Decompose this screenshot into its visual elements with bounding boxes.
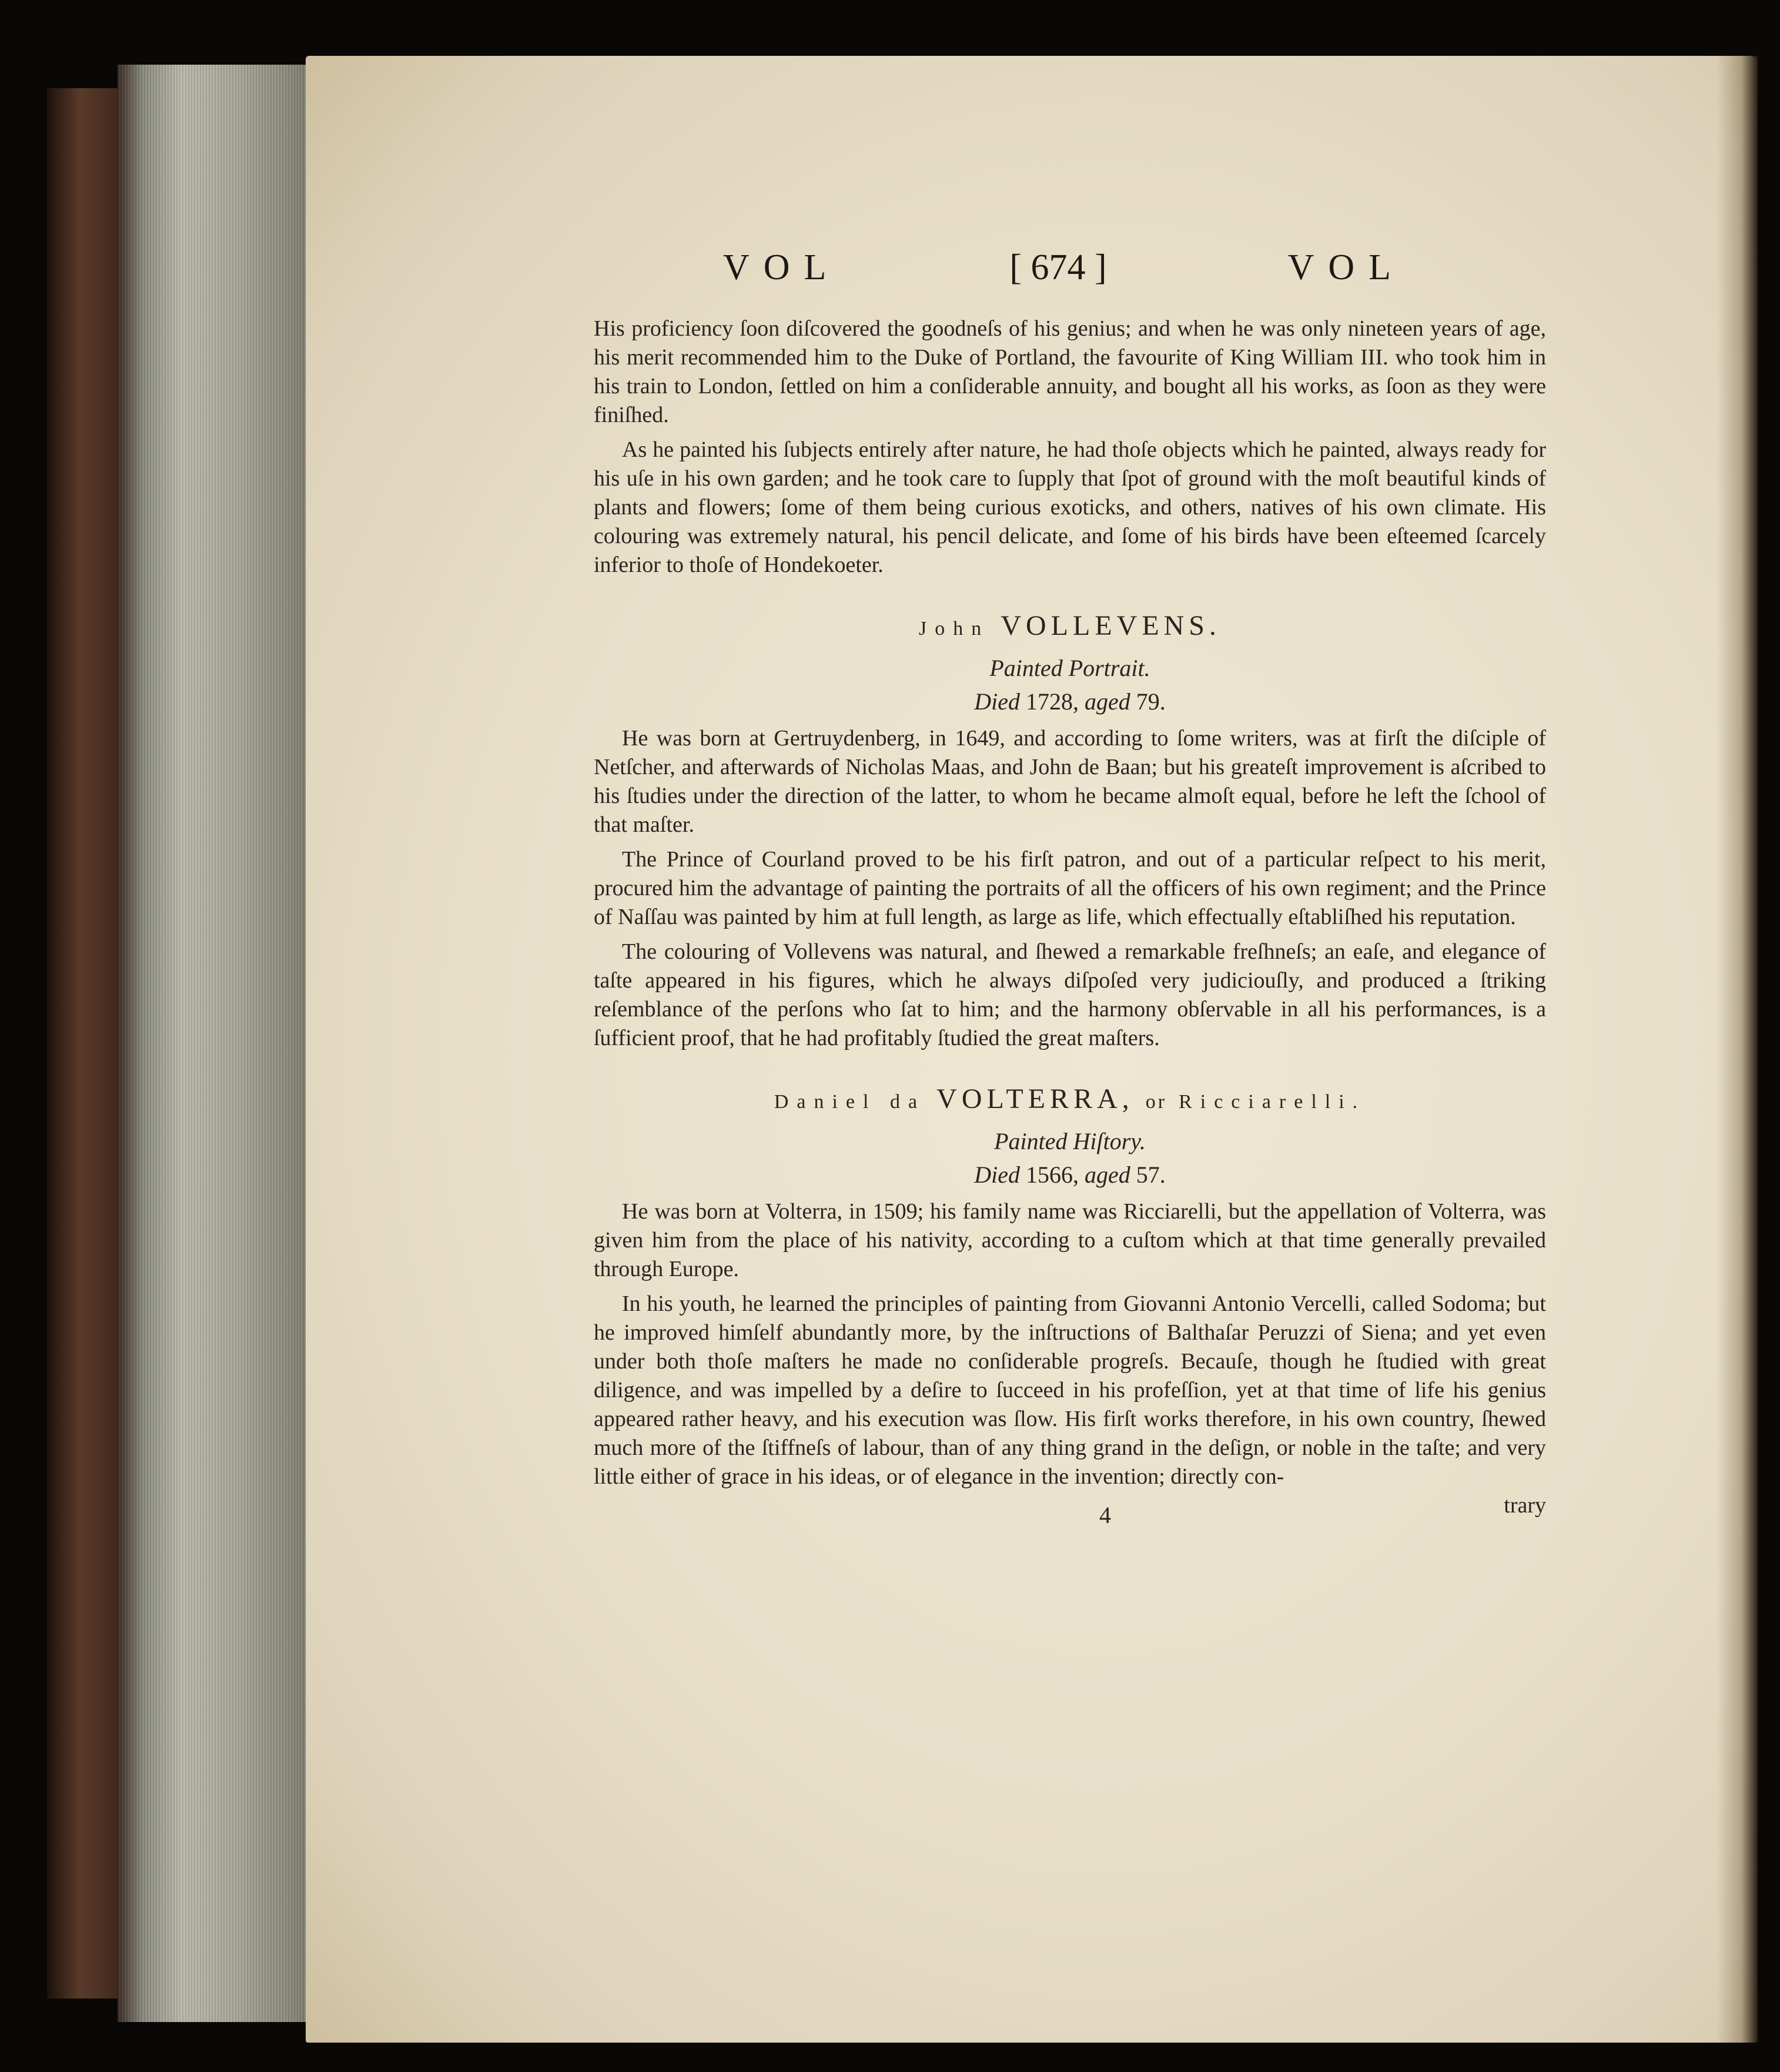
- title-name: VOLTERRA,: [936, 1083, 1134, 1114]
- entry-title: [594, 611, 1546, 643]
- died-year: 1728,: [1026, 688, 1079, 715]
- page-block-edge: [118, 65, 329, 2022]
- aged-label: aged: [1085, 688, 1130, 715]
- died-label: Died: [974, 688, 1020, 715]
- entry-died: [594, 1160, 1546, 1189]
- catchword: trary: [1504, 1493, 1546, 1518]
- entry-subtitle: Painted Hiſtory.: [994, 1128, 1146, 1154]
- entry-volterra: [594, 1084, 1546, 1491]
- paragraph: As he painted his ſubjects entirely after nature, he had thoſe objects which he painted, always ready for his uſe in his own garden; and he took care to ſupply that ſpot of ground with the moſt beautiful kinds of plants and flowers; ſome of them being curious exoticks, and others, natives of his own climate. His colouring was extremely natural, his pencil delicate, and ſome of his birds have been eſteemed ſcarcely inferior to thoſe of Hondekoeter.: [594, 437, 1546, 577]
- book-cover-edge: [47, 88, 129, 1999]
- paragraph: He was born at Volterra, in 1509; his family name was Ricciarelli, but the appellation of Volterra, was given him from the place of his nativity, according to a cuſtom which at that time generally prevailed through Europe.: [594, 1199, 1546, 1281]
- page-edge-lines: [118, 65, 329, 2022]
- entry-title: [594, 1084, 1546, 1116]
- title-name: VOLLEVENS.: [1001, 610, 1221, 641]
- signature-mark: 4: [1099, 1502, 1111, 1528]
- running-header: [723, 247, 1405, 294]
- page-number: [ 674 ]: [1009, 247, 1107, 287]
- aged-label: aged: [1085, 1161, 1130, 1188]
- title-alt: Ricciarelli.: [1179, 1091, 1366, 1113]
- page-curl: [1717, 56, 1758, 2043]
- header-right: VOL: [1287, 247, 1405, 287]
- page-content: [594, 314, 1546, 1528]
- paragraph: In his youth, he learned the principles of painting from Giovanni Antonio Vercelli, called Sodoma; but he improved himſelf abundantly more, by the inſtructions of Balthaſar Peruzzi of Siena; and yet even under both thoſe maſters he made no conſiderable progreſs. Becauſe, though he ſtudied with great diligence, and was impelled by a deſire to ſucceed in his profeſſion, yet at that time of life his genius appeared rather heavy, and his execution was ſlow. His firſt works therefore, in his own country, ſhewed much more of the ſtiffneſs of labour, than of any thing grand in the deſign, or noble in the taſte; and very little either of grace in his ideas, or of elegance in the invention; directly con-: [594, 1291, 1546, 1489]
- died-year: 1566,: [1026, 1161, 1079, 1188]
- entry-died: [594, 687, 1546, 716]
- entry-subtitle: Painted Portrait.: [989, 655, 1150, 681]
- paragraph: He was born at Gertruydenberg, in 1649, and according to ſome writers, was at firſt the diſciple of Netſcher, and afterwards of Nicholas Maas, and John de Baan; but his greateſt improvement is aſcribed to his ſtudies under the direction of the latter, to whom he became almoſt equal, before he left the ſchool of that maſter.: [594, 726, 1546, 837]
- entry-vollevens: [594, 611, 1546, 1053]
- aged-value: 57.: [1136, 1161, 1166, 1188]
- title-prefix: Daniel da: [774, 1091, 926, 1113]
- title-or: or: [1145, 1091, 1167, 1113]
- header-left: VOL: [723, 247, 841, 287]
- paragraph: His proficiency ſoon diſcovered the goodneſs of his genius; and when he was only nineteen years of age, his merit recommended him to the Duke of Portland, the favourite of King William III. who took him in his train to London, ſettled on him a conſiderable annuity, and bought all his works, as ſoon as they were finiſhed.: [594, 316, 1546, 427]
- section-continuation: [594, 314, 1546, 580]
- page-footer: [594, 1493, 1546, 1528]
- paragraph: The colouring of Vollevens was natural, and ſhewed a remarkable freſhneſs; an eaſe, and elegance of taſte appeared in his figures, which he always diſpoſed very judiciouſly, and produced a ſtriking reſemblance of the perſons who ſat to him; and the harmony obſervable in all his performances, is a ſufficient proof, that he had profitably ſtudied the great maſters.: [594, 939, 1546, 1050]
- died-label: Died: [974, 1161, 1020, 1188]
- title-prefix: John: [918, 618, 990, 640]
- paragraph: The Prince of Courland proved to be his firſt patron, and out of a particular reſpect to his merit, procured him the advantage of painting the portraits of all the officers of his own regiment; and the Prince of Naſſau was painted by him at full length, as large as life, which effectually eſtabliſhed his reputation.: [594, 847, 1546, 929]
- aged-value: 79.: [1136, 688, 1166, 715]
